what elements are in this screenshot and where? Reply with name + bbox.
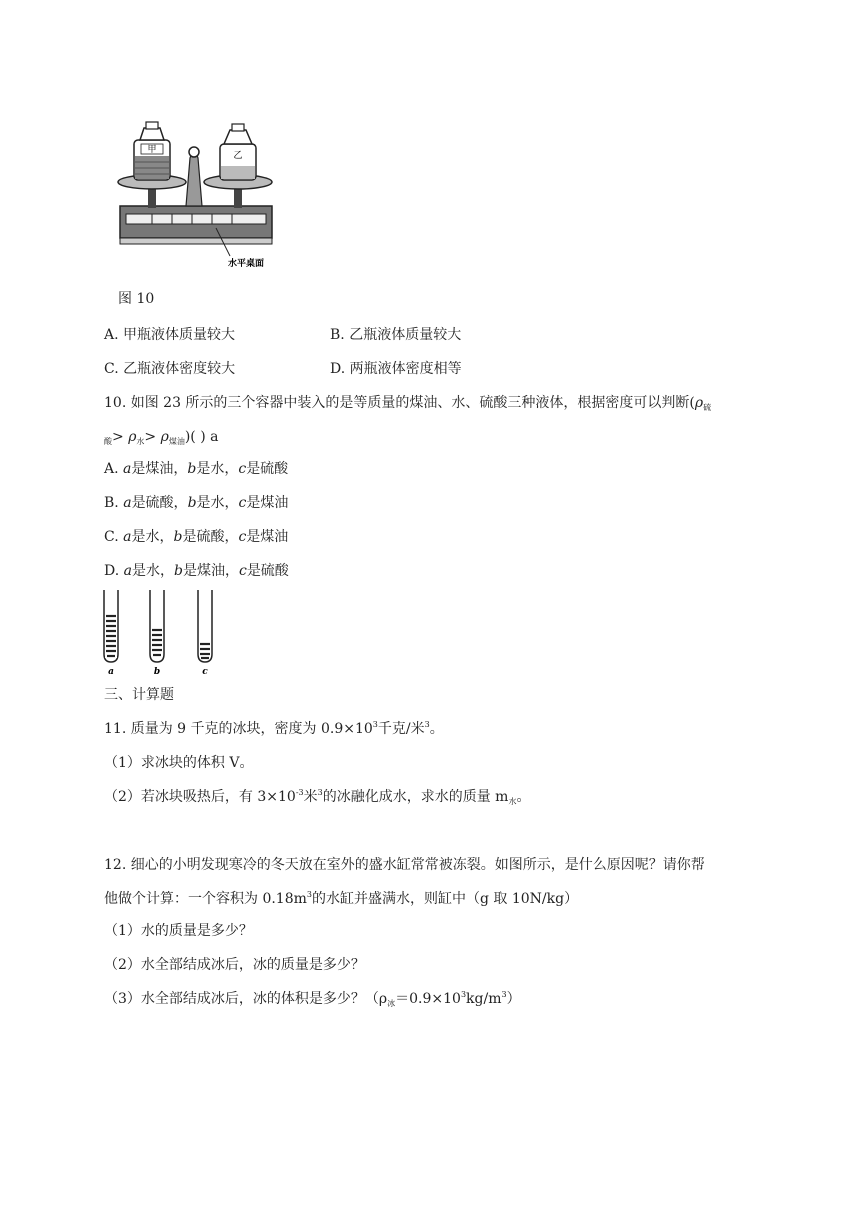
tube-label-b: b [153,667,161,677]
q9-option-b: B. 乙瓶液体质量较大 [330,327,462,343]
figure-caption: 图 10 [118,291,155,307]
q10-option-d: D. a是水，b是煤油，c是硫酸 [104,563,289,579]
balance-figure [112,118,282,270]
bottle-right-label: 乙 [233,151,243,161]
q11-part1: （1）求冰块的体积 V。 [104,755,254,771]
q12-stem-line1: 12. 细心的小明发现寒冷的冬天放在室外的盛水缸常常被冻裂。如图所示，是什么原因呢？请你帮 [104,857,705,873]
tube-label-a: a [108,667,114,677]
q12-stem-line2: 他做个计算：一个容积为 $0.18m^3$的水缸并盛满水，则缸中（g 取 10N/kg） [104,890,579,907]
q11-part2: （2）若冰块吸热后，有 $3\times 10^{-3}$米$^3$的冰融化成水，求水的质量 $m_水$。 [104,788,531,806]
q9-option-c: C. 乙瓶液体密度较大 [104,361,236,377]
q12-part1: （1）水的质量是多少？ [104,923,253,939]
test-tubes-figure [96,588,226,678]
q10-option-a: A. a是煤油，b是水，c是硫酸 [104,461,289,477]
q10-option-b: B. a是硫酸，b是水，c是煤油 [104,495,289,511]
table-label: 水平桌面 [227,259,265,269]
bottle-left-label: 甲 [147,145,157,155]
q12-part2: （2）水全部结成冰后，冰的质量是多少？ [104,957,365,973]
tube-label-c: c [202,667,208,677]
q12-part3: （3）水全部结成冰后，冰的体积是多少？$(\rho_冰=0.9\times 10^3kg/m^3)$ [104,990,521,1008]
q9-option-a: A. 甲瓶液体质量较大 [104,327,236,343]
q10-option-c: C. a是水，b是硫酸，c是煤油 [104,529,289,545]
q10-stem-line1: 10. 如图 23 所示的三个容器中装入的是等质量的煤油、水、硫酸三种液体，根据密度可以判断($\rho_硫$ [104,395,712,412]
section-title: 三、计算题 [104,687,174,703]
q11-stem: 11. 质量为 9 千克的冰块，密度为 $0.9\times 10^3$千克/米$^3$。 [104,720,444,737]
q9-option-d: D. 两瓶液体密度相等 [330,361,462,377]
q10-stem-line2: $_酸> \rho_水> \rho_{煤油}$)( ) a [104,429,219,446]
